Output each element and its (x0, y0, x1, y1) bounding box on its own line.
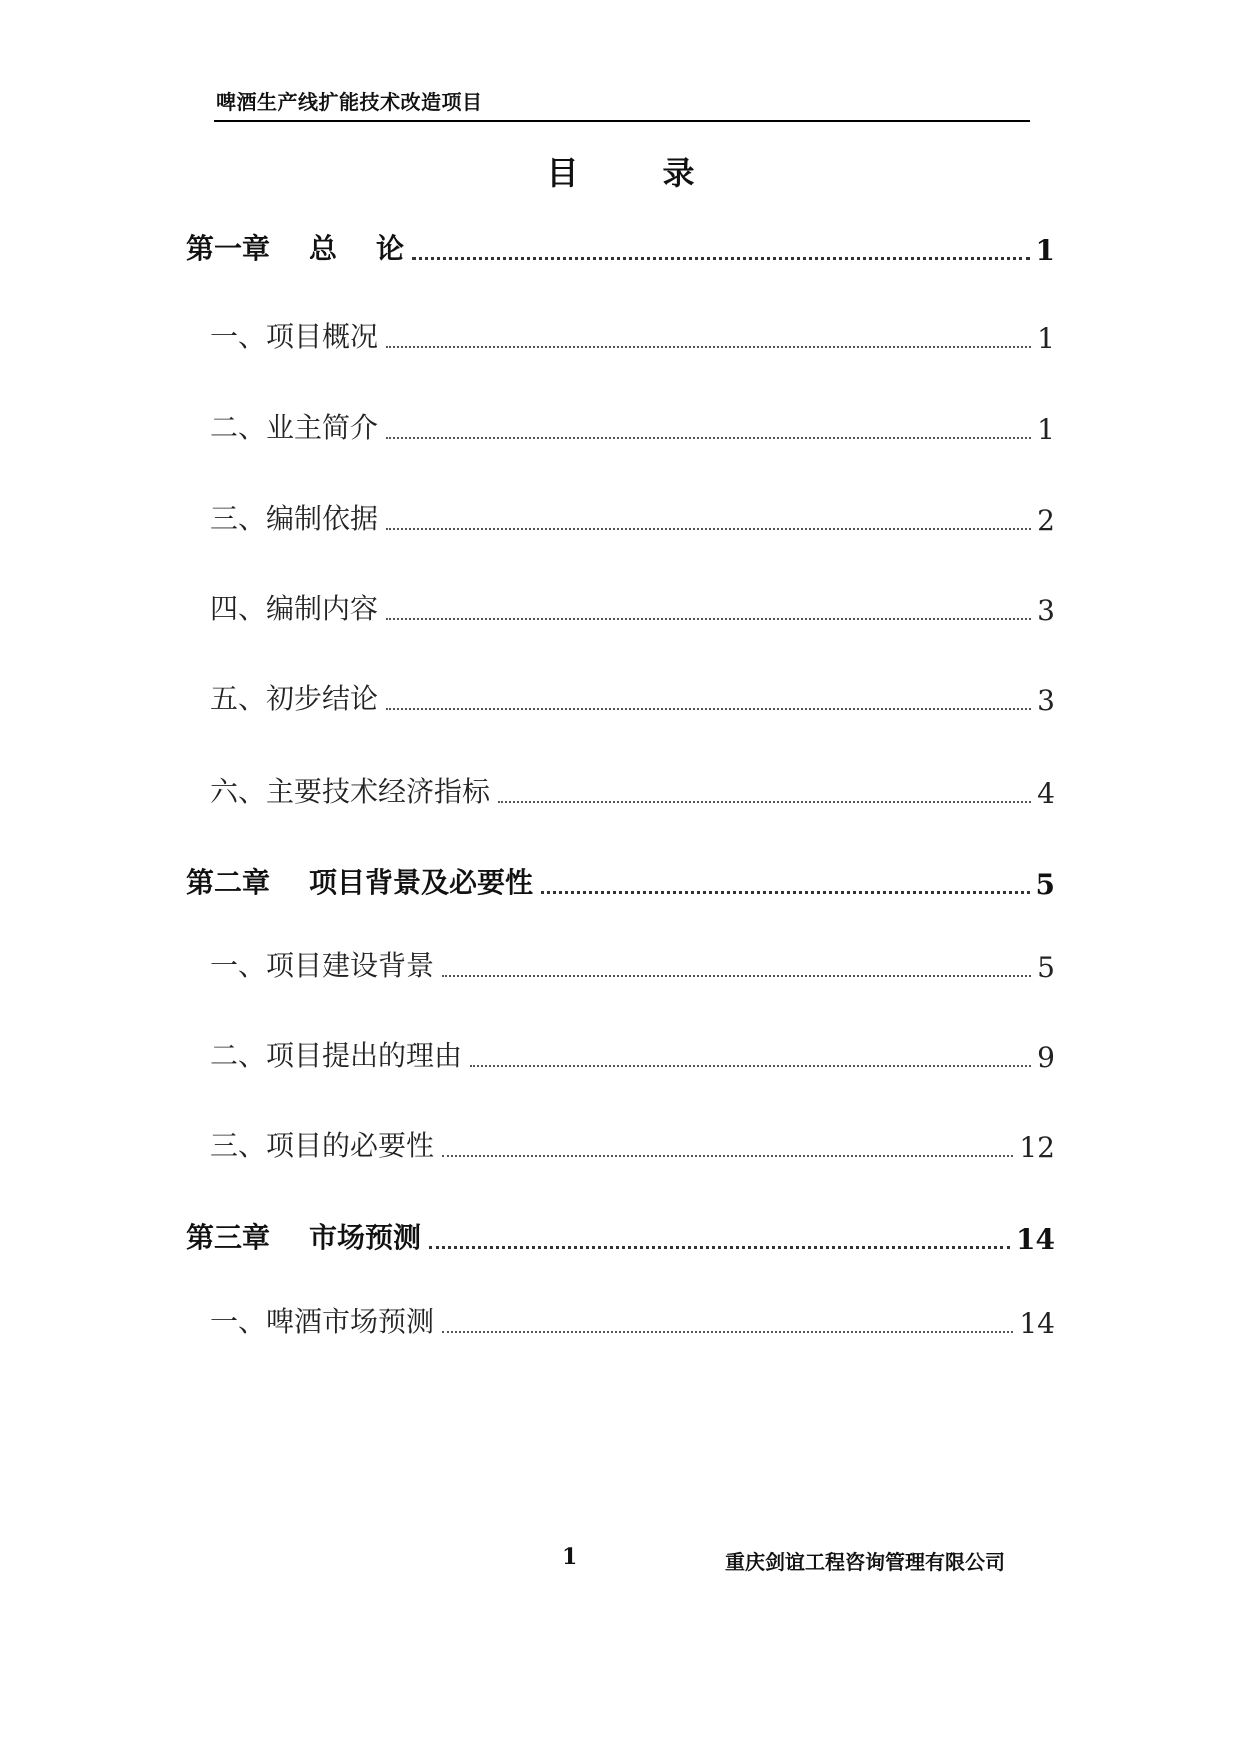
toc-section-entry[interactable] (210, 315, 1055, 355)
toc-section-entry[interactable] (210, 1034, 1055, 1074)
toc-entry-page: 9 (1037, 1041, 1055, 1074)
toc-section-entry[interactable] (210, 944, 1055, 984)
toc-title (0, 148, 1241, 194)
toc-entry-page: 4 (1037, 777, 1055, 810)
toc-dot-leader (429, 1246, 1010, 1249)
toc-entry-page: 3 (1037, 684, 1055, 717)
toc-section-entry[interactable] (210, 677, 1055, 717)
toc-dot-leader (442, 1331, 1013, 1333)
toc-entry-page: 3 (1037, 594, 1055, 627)
footer-company: 重庆剑谊工程咨询管理有限公司 (725, 1550, 1005, 1574)
toc-dot-leader (470, 1065, 1031, 1067)
toc-dot-leader (386, 528, 1031, 530)
toc-entry-page: 14 (1019, 1307, 1055, 1340)
toc-entry-page: 1 (1037, 322, 1055, 355)
toc-entry-label: 二、业主简介 (210, 411, 379, 444)
toc-entry-label: 第一章 总 论 (186, 232, 404, 265)
toc-chapter-entry[interactable] (186, 1216, 1055, 1256)
toc-dot-leader (442, 975, 1031, 977)
toc-section-entry[interactable] (210, 497, 1055, 537)
toc-dot-leader (386, 346, 1031, 348)
toc-entry-page: 5 (1037, 951, 1055, 984)
toc-entry-label: 六、主要技术经济指标 (210, 775, 491, 808)
toc-dot-leader (386, 437, 1031, 439)
toc-section-entry[interactable] (210, 587, 1055, 627)
toc-entry-page: 1 (1035, 234, 1055, 267)
running-header: 啤酒生产线扩能技术改造项目 (216, 90, 483, 114)
toc-dot-leader (386, 708, 1031, 710)
toc-section-entry[interactable] (210, 1300, 1055, 1340)
toc-dot-leader (498, 801, 1031, 803)
toc-dot-leader (386, 618, 1031, 620)
toc-dot-leader (412, 257, 1030, 260)
header-rule (214, 120, 1030, 122)
toc-chapter-entry[interactable] (186, 227, 1055, 267)
toc-entry-page: 1 (1037, 413, 1055, 446)
toc-entry-label: 一、项目概况 (210, 320, 379, 353)
toc-dot-leader (541, 891, 1030, 894)
toc-chapter-entry[interactable] (186, 861, 1055, 901)
toc-entry-label: 三、编制依据 (210, 502, 379, 535)
toc-entry-page: 2 (1037, 504, 1055, 537)
toc-entry-label: 一、项目建设背景 (210, 949, 435, 982)
toc-title-char: 录 (662, 154, 695, 192)
toc-entry-label: 三、项目的必要性 (210, 1129, 435, 1162)
toc-section-entry[interactable] (210, 770, 1055, 810)
toc-entry-page: 5 (1035, 868, 1055, 901)
toc-dot-leader (442, 1155, 1013, 1157)
toc-entry-label: 四、编制内容 (210, 592, 379, 625)
toc-entry-label: 二、项目提出的理由 (210, 1039, 463, 1072)
toc-section-entry[interactable] (210, 1124, 1055, 1164)
toc-entry-page: 12 (1019, 1131, 1055, 1164)
footer-page-number: 1 (562, 1544, 578, 1570)
toc-entry-page: 14 (1016, 1223, 1055, 1256)
toc-section-entry[interactable] (210, 406, 1055, 446)
toc-entry-label: 第三章 市场预测 (186, 1221, 421, 1254)
toc-entry-label: 第二章 项目背景及必要性 (186, 866, 533, 899)
toc-entry-label: 五、初步结论 (210, 682, 379, 715)
toc-title-char: 目 (546, 154, 579, 192)
toc-entry-label: 一、啤酒市场预测 (210, 1305, 435, 1338)
